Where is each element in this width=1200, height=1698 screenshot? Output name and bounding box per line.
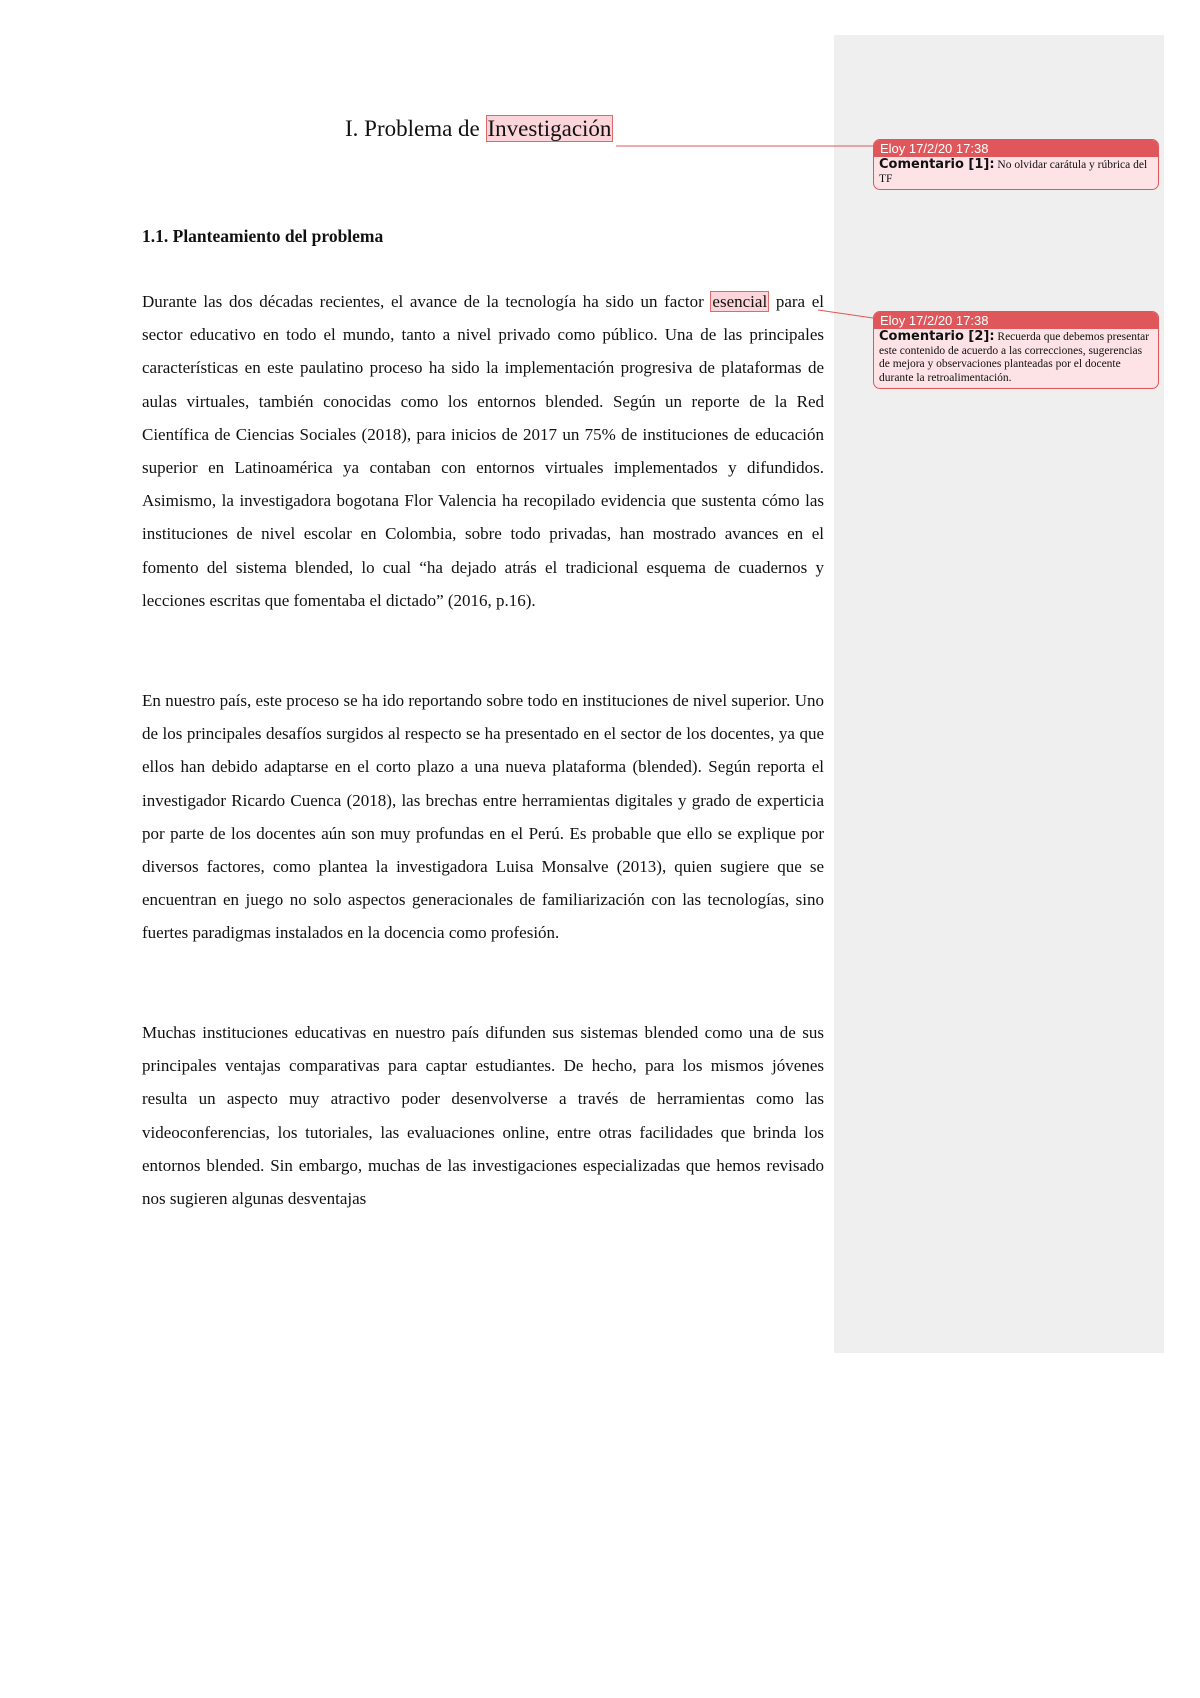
comment-2-text: Recuerda que debemos presentar este contenido de acuerdo a las correcciones, sugerencias de mejora y observaciones planteadas por el docente durante la retroalimentación. — [879, 331, 1150, 384]
comment-1-text: No olvidar carátula y rúbrica del TF — [879, 159, 1148, 185]
commented-text-investigacion[interactable]: Investigación — [487, 116, 612, 141]
comment-1-header: Eloy 17/2/20 17:38 — [874, 140, 1158, 157]
paragraph-1-rest: para el sector educativo en todo el mundo, tanto a nivel privado como público. Una de las principales características en este paulatino proceso ha sido la implementación progresiva de plataformas de aulas virtuales, también conocidas como los entornos blended. Según un reporte de la Red Científica de Ciencias Sociales (2018), para inicios de 2017 un 75% de instituciones de educación superior en Latinoamérica ya contaban con entornos virtuales implementados y difundidos. Asimismo, la investigadora bogotana Flor Valencia ha recopilado evidencia que sustenta cómo las instituciones de nivel escolar en Colombia, sobre todo privadas, han mostrado avances en el fomento del sistema blended, lo cual “ha dejado atrás el tradicional esquema de cuadernos y lecciones escritas que fomentaba el dictado” (2016, p.16). — [142, 292, 824, 610]
comment-1-label: Comentario [1]: — [879, 157, 995, 172]
comment-2-body — [874, 329, 1158, 388]
comment-2[interactable] — [873, 311, 1159, 389]
commented-text-esencial[interactable]: esencial — [712, 292, 768, 311]
comment-1-body — [874, 157, 1158, 189]
chapter-heading — [345, 116, 613, 142]
comment-margin-pane — [834, 35, 1164, 1353]
paragraph-1-lead: Durante las dos décadas recientes, el avance de la tecnología ha sido un factor — [142, 292, 711, 311]
paragraph-2: En nuestro país, este proceso se ha ido reportando sobre todo en instituciones de nivel superior. Uno de los principales desafíos surgidos al respecto se ha presentado en el sector de los docentes, ya que ellos han debido adaptarse en el corto plazo a una nueva plataforma (blended). Según reporta el investigador Ricardo Cuenca (2018), las brechas entre herramientas digitales y grado de experticia por parte de los docentes aún son muy profundas en el Perú. Es probable que ello se explique por diversos factores, como plantea la investigadora Luisa Monsalve (2013), quien sugiere que se encuentran en juego no solo aspectos generacionales de familiarización con las tecnologías, sino fuertes paradigmas instalados en la docencia como profesión. — [142, 691, 824, 943]
paragraph-1 — [142, 285, 824, 617]
chapter-heading-text: I. Problema de — [345, 116, 486, 141]
paragraph-3: Muchas instituciones educativas en nuestro país difunden sus sistemas blended como una de sus principales ventajas comparativas para captar estudiantes. De hecho, para los mismos jóvenes resulta un aspecto muy atractivo poder desenvolverse a través de herramientas como las videoconferencias, los tutoriales, las evaluaciones online, entre otras facilidades que brinda los entornos blended. Sin embargo, muchas de las investigaciones especializadas que hemos revisado nos sugieren algunas desventajas — [142, 1023, 824, 1209]
comment-1[interactable] — [873, 139, 1159, 190]
comment-2-label: Comentario [2]: — [879, 329, 995, 344]
comment-2-header: Eloy 17/2/20 17:38 — [874, 312, 1158, 329]
section-heading: 1.1. Planteamiento del problema — [142, 226, 384, 246]
